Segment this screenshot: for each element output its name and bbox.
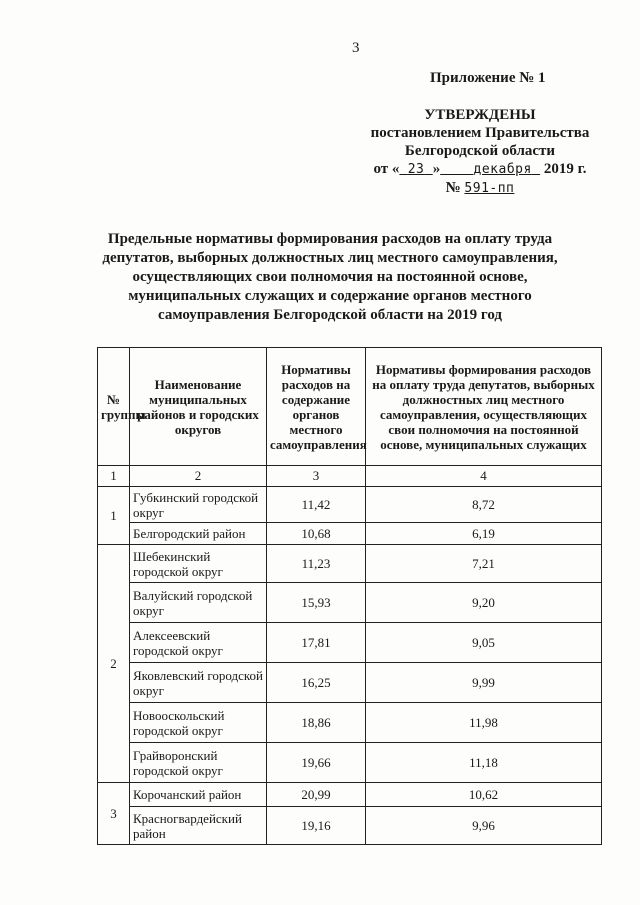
maintenance-value: 15,93 xyxy=(267,583,366,623)
header-row xyxy=(98,348,602,466)
district-name: Яковлевский городской округ xyxy=(130,663,267,703)
norms-table xyxy=(97,347,602,845)
table-row xyxy=(98,663,602,703)
approval-line-1: постановлением Правительства xyxy=(370,125,590,141)
table-row xyxy=(98,783,602,807)
column-number: 4 xyxy=(366,466,602,487)
salary-value: 9,05 xyxy=(366,623,602,663)
table-row xyxy=(98,583,602,623)
table-row xyxy=(98,703,602,743)
salary-value: 11,18 xyxy=(366,743,602,783)
salary-value: 7,21 xyxy=(366,545,602,583)
salary-value: 8,72 xyxy=(366,487,602,523)
header-name: Наименование муниципальных районов и городских округов xyxy=(130,348,267,466)
district-name: Корочанский район xyxy=(130,783,267,807)
table-row xyxy=(98,487,602,523)
column-number: 1 xyxy=(98,466,130,487)
group-number: 2 xyxy=(98,545,130,783)
salary-value: 9,99 xyxy=(366,663,602,703)
maintenance-value: 11,42 xyxy=(267,487,366,523)
date-month: декабря xyxy=(473,162,532,177)
district-name: Красногвардейский район xyxy=(130,807,267,845)
district-name: Белгородский район xyxy=(130,523,267,545)
salary-value: 6,19 xyxy=(366,523,602,545)
district-name: Шебекинский городской округ xyxy=(130,545,267,583)
maintenance-value: 10,68 xyxy=(267,523,366,545)
district-name: Новооскольский городской округ xyxy=(130,703,267,743)
date-day: 23 xyxy=(407,162,425,177)
maintenance-value: 19,66 xyxy=(267,743,366,783)
maintenance-value: 17,81 xyxy=(267,623,366,663)
maintenance-value: 18,86 xyxy=(267,703,366,743)
date-prefix: от « xyxy=(373,161,400,177)
maintenance-value: 11,23 xyxy=(267,545,366,583)
table-row xyxy=(98,523,602,545)
date-suffix: 2019 г. xyxy=(543,161,587,177)
column-number: 2 xyxy=(130,466,267,487)
table-row xyxy=(98,743,602,783)
district-name: Валуйский городской округ xyxy=(130,583,267,623)
salary-value: 10,62 xyxy=(366,783,602,807)
header-group-no: № группы xyxy=(98,348,130,466)
table-row xyxy=(98,623,602,663)
district-name: Губкинский городской округ xyxy=(130,487,267,523)
approval-number: № 591-пп xyxy=(445,180,515,196)
table-row xyxy=(98,545,602,583)
column-number-row xyxy=(98,466,602,487)
appendix-label: Приложение № 1 xyxy=(430,70,546,86)
approval-heading: УТВЕРЖДЕНЫ xyxy=(424,107,536,123)
maintenance-value: 20,99 xyxy=(267,783,366,807)
group-number: 3 xyxy=(98,783,130,845)
page-number: 3 xyxy=(352,40,360,56)
table-row xyxy=(98,807,602,845)
document-title: Предельные нормативы формирования расходов на оплату труда депутатов, выборных должностных лиц местного самоуправления, осуществляющих свои полномочия на постоянной основе, муниципальных служащих и содержание органов местного самоуправления Белгородской области на 2019 год xyxy=(102,231,558,323)
maintenance-value: 19,16 xyxy=(267,807,366,845)
group-number: 1 xyxy=(98,487,130,545)
header-maintenance: Нормативы расходов на содержание органов местного самоуправления xyxy=(267,348,366,466)
salary-value: 11,98 xyxy=(366,703,602,743)
approval-line-2: Белгородской области xyxy=(404,143,556,159)
number-value: 591-пп xyxy=(464,181,515,196)
salary-value: 9,96 xyxy=(366,807,602,845)
salary-value: 9,20 xyxy=(366,583,602,623)
approval-date xyxy=(345,160,615,179)
maintenance-value: 16,25 xyxy=(267,663,366,703)
date-mid: » xyxy=(432,161,441,177)
column-number: 3 xyxy=(267,466,366,487)
district-name: Грайворонский городской округ xyxy=(130,743,267,783)
district-name: Алексеевский городской округ xyxy=(130,623,267,663)
approval-block xyxy=(345,106,615,198)
header-salary: Нормативы формирования расходов на оплату труда депутатов, выборных должностных лиц местного самоуправления, осуществляющих свои полномочия на постоянной основе, муниципальных служащих xyxy=(366,348,602,466)
